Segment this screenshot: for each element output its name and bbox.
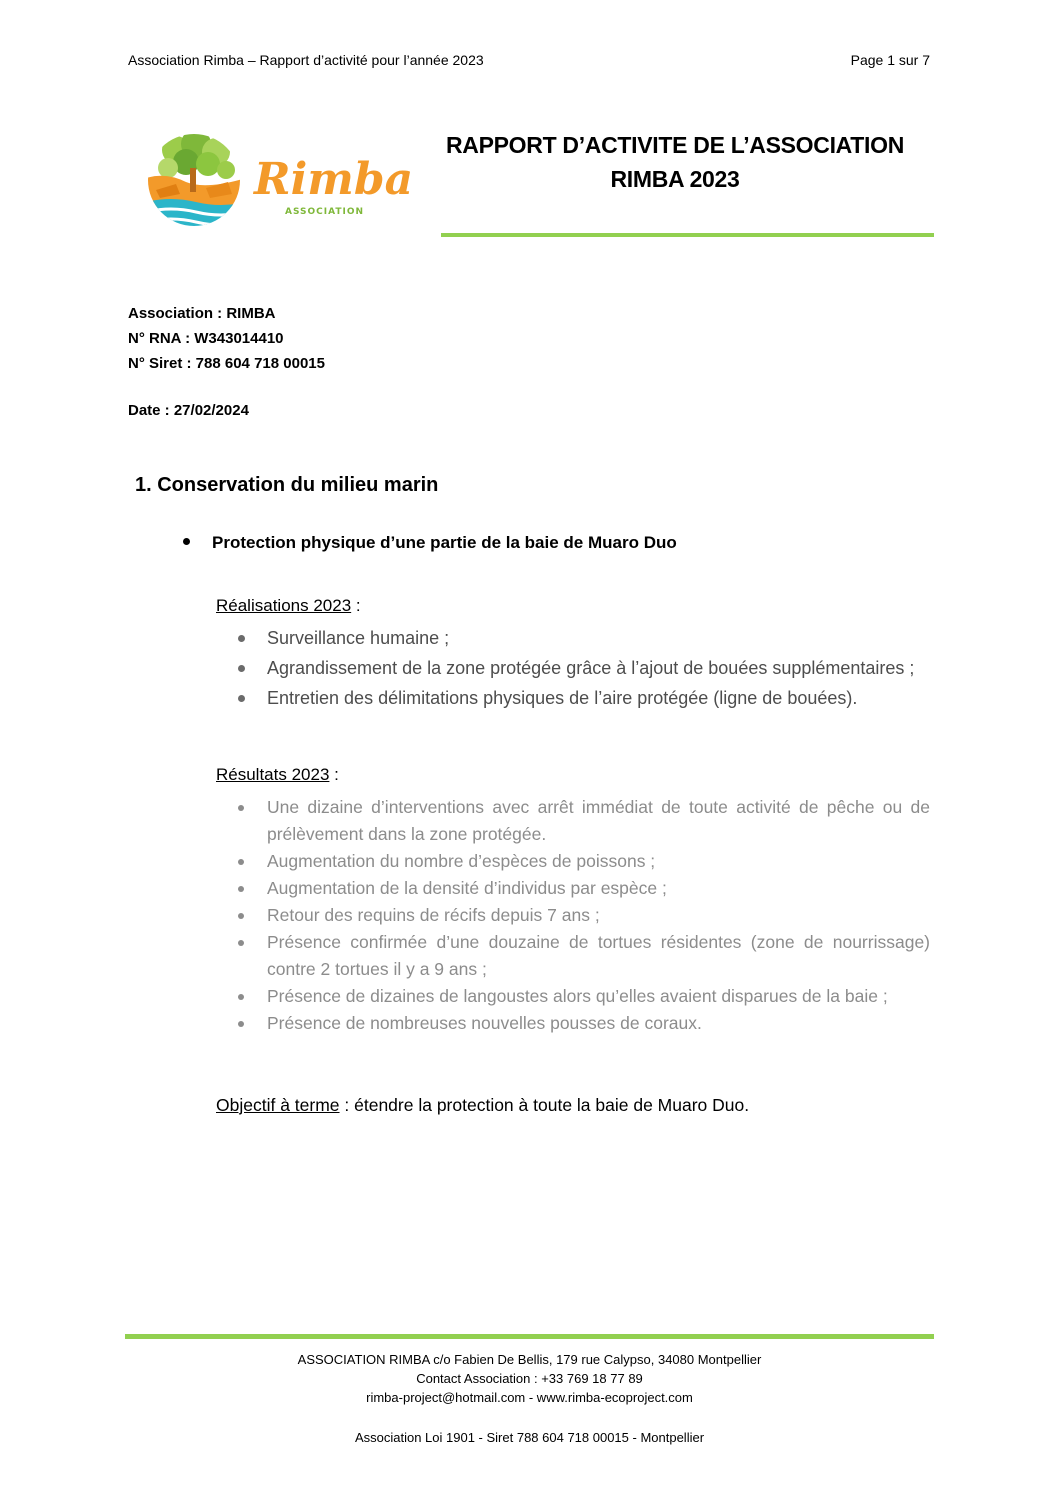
footer-address: ASSOCIATION RIMBA c/o Fabien De Bellis, 179 rue Calypso, 34080 Montpellier (297, 1352, 762, 1367)
bullet-icon (238, 913, 244, 919)
footer-rule (125, 1334, 934, 1339)
list-item: Augmentation de la densité d’individus par espèce ; (236, 875, 930, 902)
bullet-icon (238, 665, 245, 672)
resultats-colon: : (329, 765, 339, 784)
logo-wordmark: Rimba (254, 154, 414, 205)
bullet-icon (238, 859, 244, 865)
list-item: Surveillance humaine ; (236, 623, 930, 653)
bullet-icon (238, 635, 245, 642)
footer-legal: Association Loi 1901 - Siret 788 604 718 00015 - Montpellier (354, 1430, 705, 1445)
running-header-title: Association Rimba – Rapport d’activité pour l’année 2023 (128, 52, 484, 68)
list-item: Présence confirmée d’une douzaine de tortues résidentes (zone de nourrissage) contre 2 tortues il y a 9 ans ; (236, 929, 930, 983)
objectif-paragraph (216, 1095, 749, 1116)
list-item: Une dizaine d’interventions avec arrêt immédiat de toute activité de pêche ou de prélèvement dans la zone protégée. (236, 794, 930, 848)
page-number: Page 1 sur 7 (850, 52, 930, 68)
bullet-icon (238, 805, 244, 811)
bullet-icon (183, 538, 190, 545)
logo-subtext: ASSOCIATION (285, 207, 365, 217)
realisations-colon: : (351, 596, 361, 615)
realisations-heading (216, 596, 361, 616)
resultats-label: Résultats 2023 (216, 765, 330, 784)
footer-contact: Contact Association : +33 769 18 77 89 (416, 1371, 643, 1386)
realisations-label: Réalisations 2023 (216, 596, 352, 615)
list-item: Augmentation du nombre d’espèces de poissons ; (236, 848, 930, 875)
document-title (420, 128, 930, 196)
section-heading: 1. Conservation du milieu marin (135, 474, 439, 496)
list-item: Retour des requins de récifs depuis 7 ans ; (236, 902, 930, 929)
list-item: Présence de nombreuses nouvelles pousses de coraux. (236, 1010, 930, 1037)
list-item: Entretien des délimitations physiques de l’aire protégée (ligne de bouées). (236, 683, 930, 713)
association-name: Association : RIMBA (128, 305, 276, 322)
bullet-icon (238, 940, 244, 946)
bullet-icon (238, 1021, 244, 1027)
rna-number: N° RNA : W343014410 (128, 330, 284, 347)
main-bullet-item (183, 533, 677, 553)
resultats-list (236, 794, 930, 1037)
resultats-heading (216, 765, 339, 785)
title-line-2: RIMBA 2023 (610, 166, 740, 192)
title-line-1: RAPPORT D’ACTIVITE DE L’ASSOCIATION (445, 132, 905, 158)
siret-number: N° Siret : 788 604 718 00015 (128, 355, 325, 372)
report-date: Date : 27/02/2024 (128, 402, 249, 419)
bullet-icon (238, 994, 244, 1000)
title-underline-rule (441, 233, 934, 237)
objectif-text: : étendre la protection à toute la baie de Muaro Duo. (339, 1095, 750, 1115)
footer-web: rimba-project@hotmail.com - www.rimba-ecoproject.com (366, 1390, 693, 1405)
rimba-logo (146, 128, 414, 238)
list-item: Présence de dizaines de langoustes alors qu’elles avaient disparues de la baie ; (236, 983, 930, 1010)
rimba-logo-icon (146, 128, 414, 238)
objectif-label: Objectif à terme (216, 1095, 340, 1115)
list-item: Agrandissement de la zone protégée grâce à l’ajout de bouées supplémentaires ; (236, 653, 930, 683)
bullet-icon (238, 695, 245, 702)
bullet-icon (238, 886, 244, 892)
main-bullet-text: Protection physique d’une partie de la baie de Muaro Duo (212, 533, 677, 552)
realisations-list (236, 623, 930, 713)
